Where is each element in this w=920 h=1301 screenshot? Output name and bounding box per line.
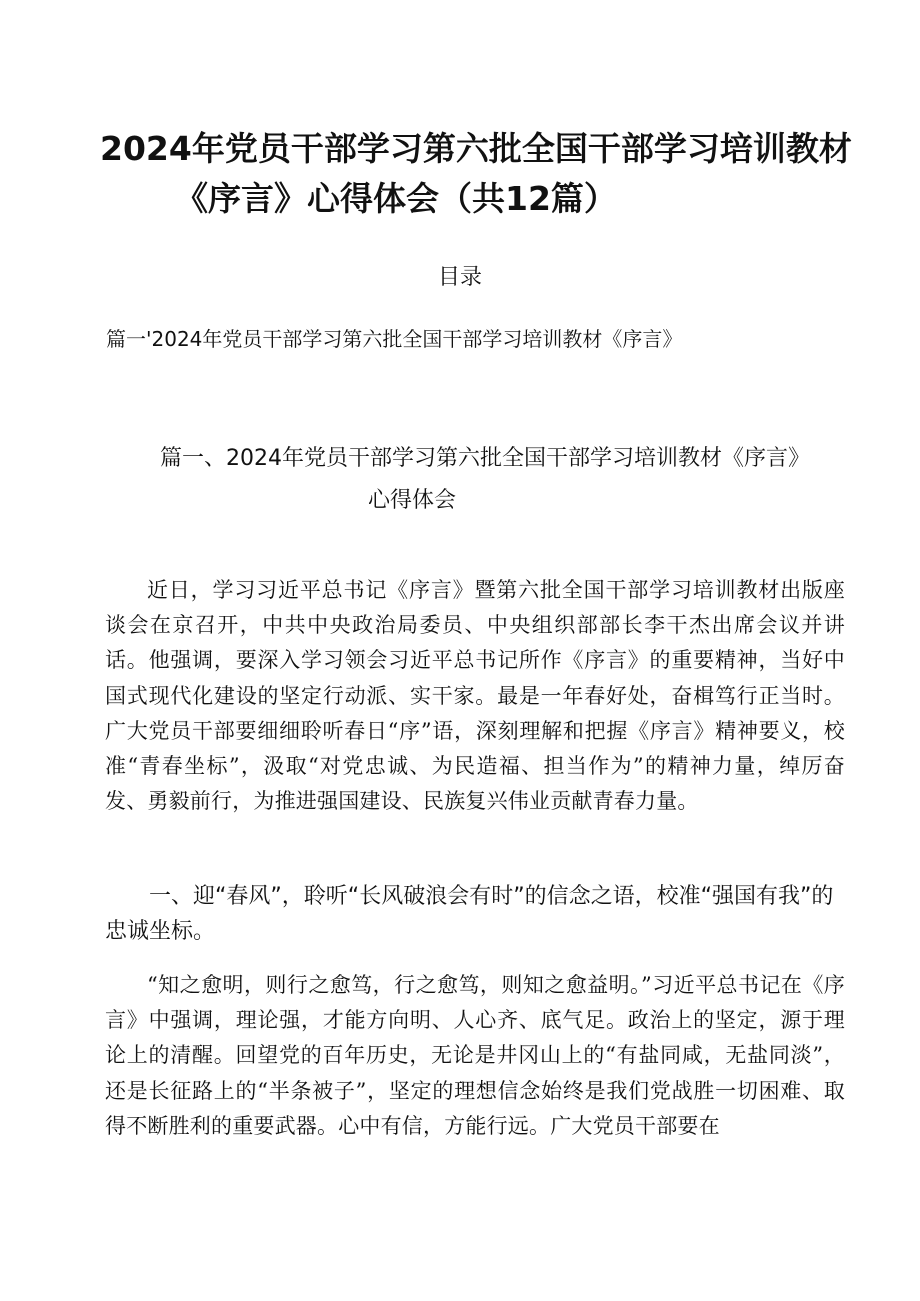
toc-entry[interactable]: 篇一'2024年党员干部学习第六批全国干部学习培训教材《序言》 (106, 327, 683, 351)
section-title (160, 438, 860, 522)
section-title-line2: 心得体会 (368, 488, 457, 513)
subheading: 一、迎“春风”，聆听“长风破浪会有时”的信念之语，校准“强国有我”的忠诚坐标。 (105, 884, 834, 944)
toc-heading: 目录 (437, 265, 482, 290)
document-title-line2: 《序言》心得体会（共12篇） (175, 179, 617, 218)
section-title-line1: 篇一、2024年党员干部学习第六批全国干部学习培训教材《序言》 (160, 446, 810, 471)
body-paragraph: “知之愈明，则行之愈笃，行之愈笃，则知之愈益明。”习近平总书记在《序言》中强调，理论强，才能方向明、人心齐、底气足。政治上的坚定，源于理论上的清醒。回望党的百年历史，无论是井冈山上的“有盐同咸，无盐同淡”，还是长征路上的“半条被子”，坚定的理想信念始终是我们党战胜一切困难、取得不断胜利的重要武器。心中有信，方能行远。广大党员干部要在 (105, 973, 845, 1138)
document-title (100, 124, 852, 224)
body-paragraph: 近日，学习习近平总书记《序言》暨第六批全国干部学习培训教材出版座谈会在京召开，中共中央政治局委员、中央组织部部长李干杰出席会议并讲话。他强调，要深入学习领会习近平总书记所作《序言》的重要精神，当好中国式现代化建设的坚定行动派、实干家。最是一年春好处，奋楫笃行正当时。广大党员干部要细细聆听春日“序”语，深刻理解和把握《序言》精神要义，校准“青春坐标”，汲取“对党忠诚、为民造福、担当作为”的精神力量，绰厉奋发、勇毅前行，为推进强国建设、民族复兴伟业贡献青春力量。 (105, 578, 845, 814)
document-title-line1: 2024年党员干部学习第六批全国干部学习培训教材 (100, 129, 852, 168)
